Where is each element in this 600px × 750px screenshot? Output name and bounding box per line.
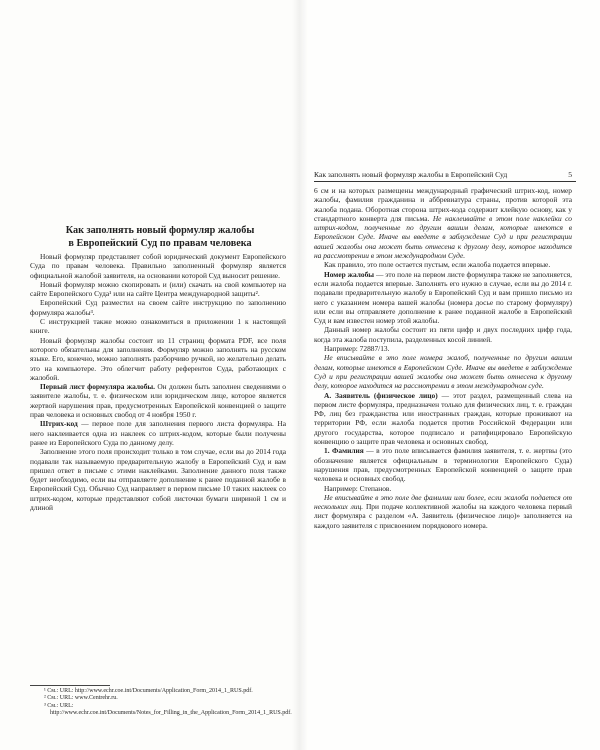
surname-label: 1. Фамилия <box>324 446 364 456</box>
right-body-text <box>314 186 572 530</box>
paragraph-barcode <box>30 419 286 447</box>
first-sheet-label: Первый лист формуляра жалобы. <box>40 382 156 392</box>
footnote-divider <box>30 685 110 686</box>
chapter-title-line-2: в Европейский Суд по правам человека <box>68 237 252 249</box>
paragraph: Как правило, это поле остается пустым, если жалоба подается впервые. <box>324 260 551 270</box>
paragraph: С инструкцией также можно ознакомиться в приложении 1 к настоящей книге. <box>30 317 286 336</box>
page-gutter-shadow <box>292 0 300 750</box>
running-head-title: Как заполнять новый формуляр жалобы в Европейский Суд <box>314 170 508 179</box>
example: Например: Степанов. <box>324 483 392 493</box>
example: Например: 72887/13. <box>324 344 390 354</box>
paragraph-continued <box>314 186 572 260</box>
complaint-number-label: Номер жалобы <box>324 269 375 279</box>
paragraph-surname <box>314 446 572 483</box>
first-sheet-text: Он должен быть заполнен сведениями о заявителе жалобы, т. е. физическом или юридическом лице, которое является жертвой нарушения прав, предусмотренных Европейской конвенцией о защите прав человека и основных свобод от 4 ноября 1950 г. <box>30 382 286 420</box>
paragraph: Новый формуляр жалобы состоит из 11 страниц формата PDF, все поля которого обязательны для заполнения. Формуляр можно заполнять на русском языке. Его, конечно, можно заполнять разборчиво ручкой, но желательно делать это на компьютере. Это облегчит работу референтов Суда, работающих с жалобой. <box>30 335 286 382</box>
collective-text: При подаче коллективной жалобы на каждого человека первый лист формуляра с разделом «А. Заявитель (физическое лицо)» заполняется на каждого заявителя с присвоением порядкового номера. <box>314 502 572 530</box>
paragraph-first-sheet <box>30 382 286 419</box>
paragraph: Новый формуляр можно скопировать и (или) скачать на свой компьютер на сайте Европейского Суда¹ или на сайте Центра международной защиты². <box>30 279 286 299</box>
running-head <box>314 170 576 182</box>
paragraph: Новый формуляр представляет собой юридический документ Европейского Суда по правам человека. Правильно заполненный формуляр является официальной жалобой заявителя, на основании которой Суд выносит решение. <box>30 252 286 280</box>
paragraph: Данный номер жалобы состоит из пяти цифр и двух последних цифр года, когда эта жалоба поступила, разделенных косой линией. <box>314 325 572 344</box>
footnote: ³ См.: URL: http://www.echr.coe.int/Documents/Notes_for_Filling_in_the_Application_Form_2014_1_RUS.pdf. <box>44 702 292 717</box>
chapter-title <box>44 225 276 250</box>
page-number: 5 <box>568 170 572 179</box>
footnotes <box>30 685 292 718</box>
paragraph-complaint-number <box>314 270 572 326</box>
page-gutter-shadow <box>300 0 308 750</box>
barcode-label: Штрих-код <box>40 419 78 429</box>
applicant-section-label: А. Заявитель (физическое лицо) <box>324 390 438 400</box>
left-body-text <box>30 252 286 512</box>
paragraph: Европейский Суд разместил на своем сайте инструкцию по заполнению формуляра жалобы³. <box>30 298 286 317</box>
chapter-title-line-1: Как заполнять новый формуляр жалобы <box>65 225 255 236</box>
footnote: ¹ См.: URL: http://www.echr.coe.int/Documents/Application_Form_2014_1_RUS.pdf. <box>44 688 253 694</box>
barcode-text: — первое поле для заполнения первого листа формуляра. На него наклеивается одна из наклеек со штрих-кодом, которые были получены ранее из Европейского Суда по данному делу. <box>30 419 287 447</box>
paragraph-applicant <box>314 391 572 447</box>
barcode-warning: Не наклеивайте в этом поле наклейки со штрих-кодом, полученные по другим вашим делам, которые имеются в Европейском Суде. Иначе вы введете в заблуждение Суд и при регистрации вашей жалобы она может быть отнесена к другому делу, которое находится на рассмотрении в этом международном Суде. <box>314 213 572 261</box>
paragraph-collective <box>314 493 572 530</box>
footnote: ² См.: URL: www.Centrehr.ru. <box>44 695 118 702</box>
surname-text: — в это поле вписывается фамилия заявителя, т. е. жертвы (это обозначение является официальным в терминологии Европейского Суда) нарушения прав, предусмотренных Европейской конвенцией о защите прав человека и основных свобод. <box>314 446 572 484</box>
surname-warning: Не вписывайте в это поле две фамилии или более, если жалоба подается от нескольких лиц. <box>314 492 572 512</box>
paragraph: Заполнение этого поля происходит только в том случае, если вы до 2014 года подавали так называемую предварительную жалобу в Европейский Суд и вам пришел ответ в письме с этими наклейками. Заполнение данного поля также будет необходимо, если вы отправляете дополнение к ранее поданной жалобе в Европейский Суд. Обычно Суд направляет в первом письме 10 таких наклеек со штрих-кодом, которые представляют собой листочки бумаги шириной 1 см и длиной <box>30 447 286 513</box>
complaint-number-text: — это поле на первом листе формуляра также не заполняется, если жалоба подается впервые. Заполнять его нужно в случае, если вы до 2014 г. подавали предварительную жалобу в Европейский Суд и вам пришло письмо из него с указанием номера вашей жалобы (номера досье по старому формуляру) или если вы отправляете дополнение к ранее поданной жалобе в Европейский Суд и вам известен номер этой жалобы. <box>314 269 572 326</box>
right-page <box>300 0 600 750</box>
continued-text: 6 см и на которых размещены международный графический штрих-код, номер жалобы, фамилия гражданина и аббревиатура страны, против которой эта жалоба подана. Оборотная сторона штрих-кода содержит клейкую основу, как у стандартного конверта для письма. <box>314 186 572 223</box>
applicant-section-text: — этот раздел, размещенный слева на первом листе формуляра, предназначен только для физических лиц, т. е. граждан РФ, лиц без гражданства или иностранных граждан, которые проживают на территории РФ, если жалоба подается против Российской Федерации или другого государства, которое подписало и ратифицировало Европейскую конвенцию о защите прав человека и основных свобод. <box>314 390 573 447</box>
number-warning: Не вписывайте в это поле номера жалоб, полученные по другим вашим делам, которые имеются в Европейском Суде. Иначе вы введете в заблуждение Суд и при регистрации вашей жалобы она может быть отнесена к другому делу, которое находится на рассмотрении в этом международном суде. <box>314 353 572 391</box>
